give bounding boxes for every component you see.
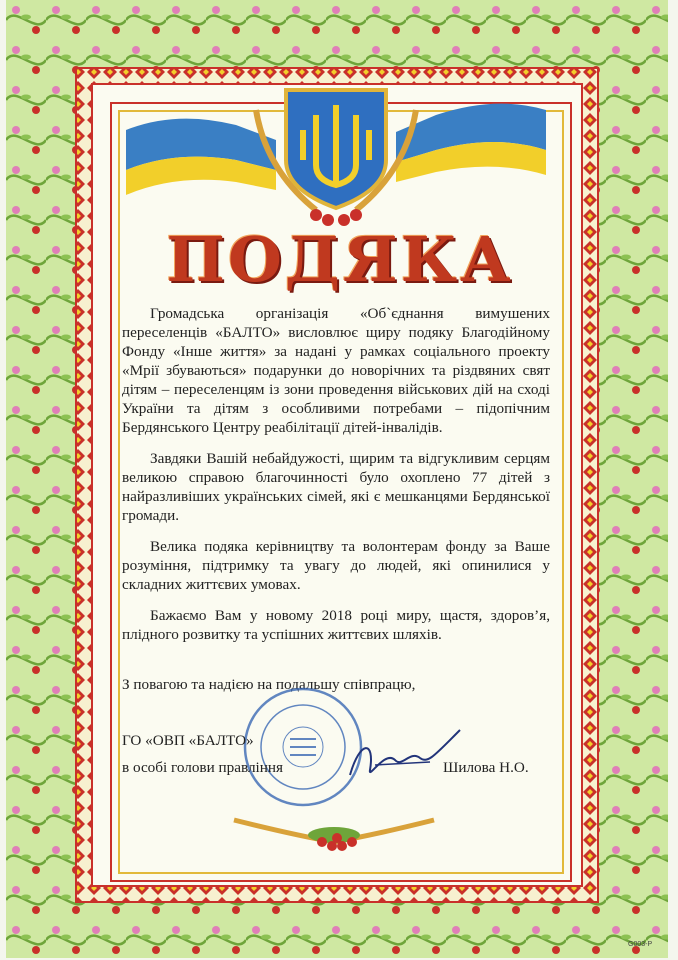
- ukraine-trident-emblem-icon: [116, 70, 556, 230]
- wheat-and-rowan-icon: [214, 780, 454, 860]
- head-role: в особі голови правління: [122, 759, 284, 776]
- body-text: [122, 304, 550, 656]
- form-code: G003-P: [628, 941, 653, 948]
- organization-name: ГО «ОВП «БАЛТО»: [122, 732, 254, 749]
- paragraph-2: Завдяки Вашій небайдужості, щирим та відгукливим серцям великою справою благочинності було охоплено 77 дітей з найразливіших українських сімей, які є мешканцями Бердянської громади.: [122, 450, 550, 524]
- closing-line: З повагою та надією на подальшу співпрацю,: [122, 676, 416, 693]
- paragraph-1: Громадська організація «Об`єднання вимушених переселенців «БАЛТО» висловлює щиру подяку Благодійному Фонду «Інше життя» за надані у рамках соціального проекту «Мрії збуваються» подарунки до новорічних та різдвяних свят дітям – переселенцям із зони проведення військових дій на сході України та дітям з особливими потребами – підопічним Бердянського Центру реабілітації дітей-інвалідів.: [122, 305, 550, 436]
- document-title: ПОДЯКА: [166, 223, 514, 296]
- paragraph-3: Велика подяка керівництву та волонтерам фонду за Ваше розуміння, підтримку та увагу до людей, які опинилися у складних життєвих умовах.: [122, 538, 550, 593]
- paragraph-4: Бажаємо Вам у новому 2018 році миру, щастя, здоров’я, плідного розвитку та успішних життєвих шляхів.: [122, 607, 550, 643]
- signer-name: Шилова Н.О.: [443, 759, 529, 776]
